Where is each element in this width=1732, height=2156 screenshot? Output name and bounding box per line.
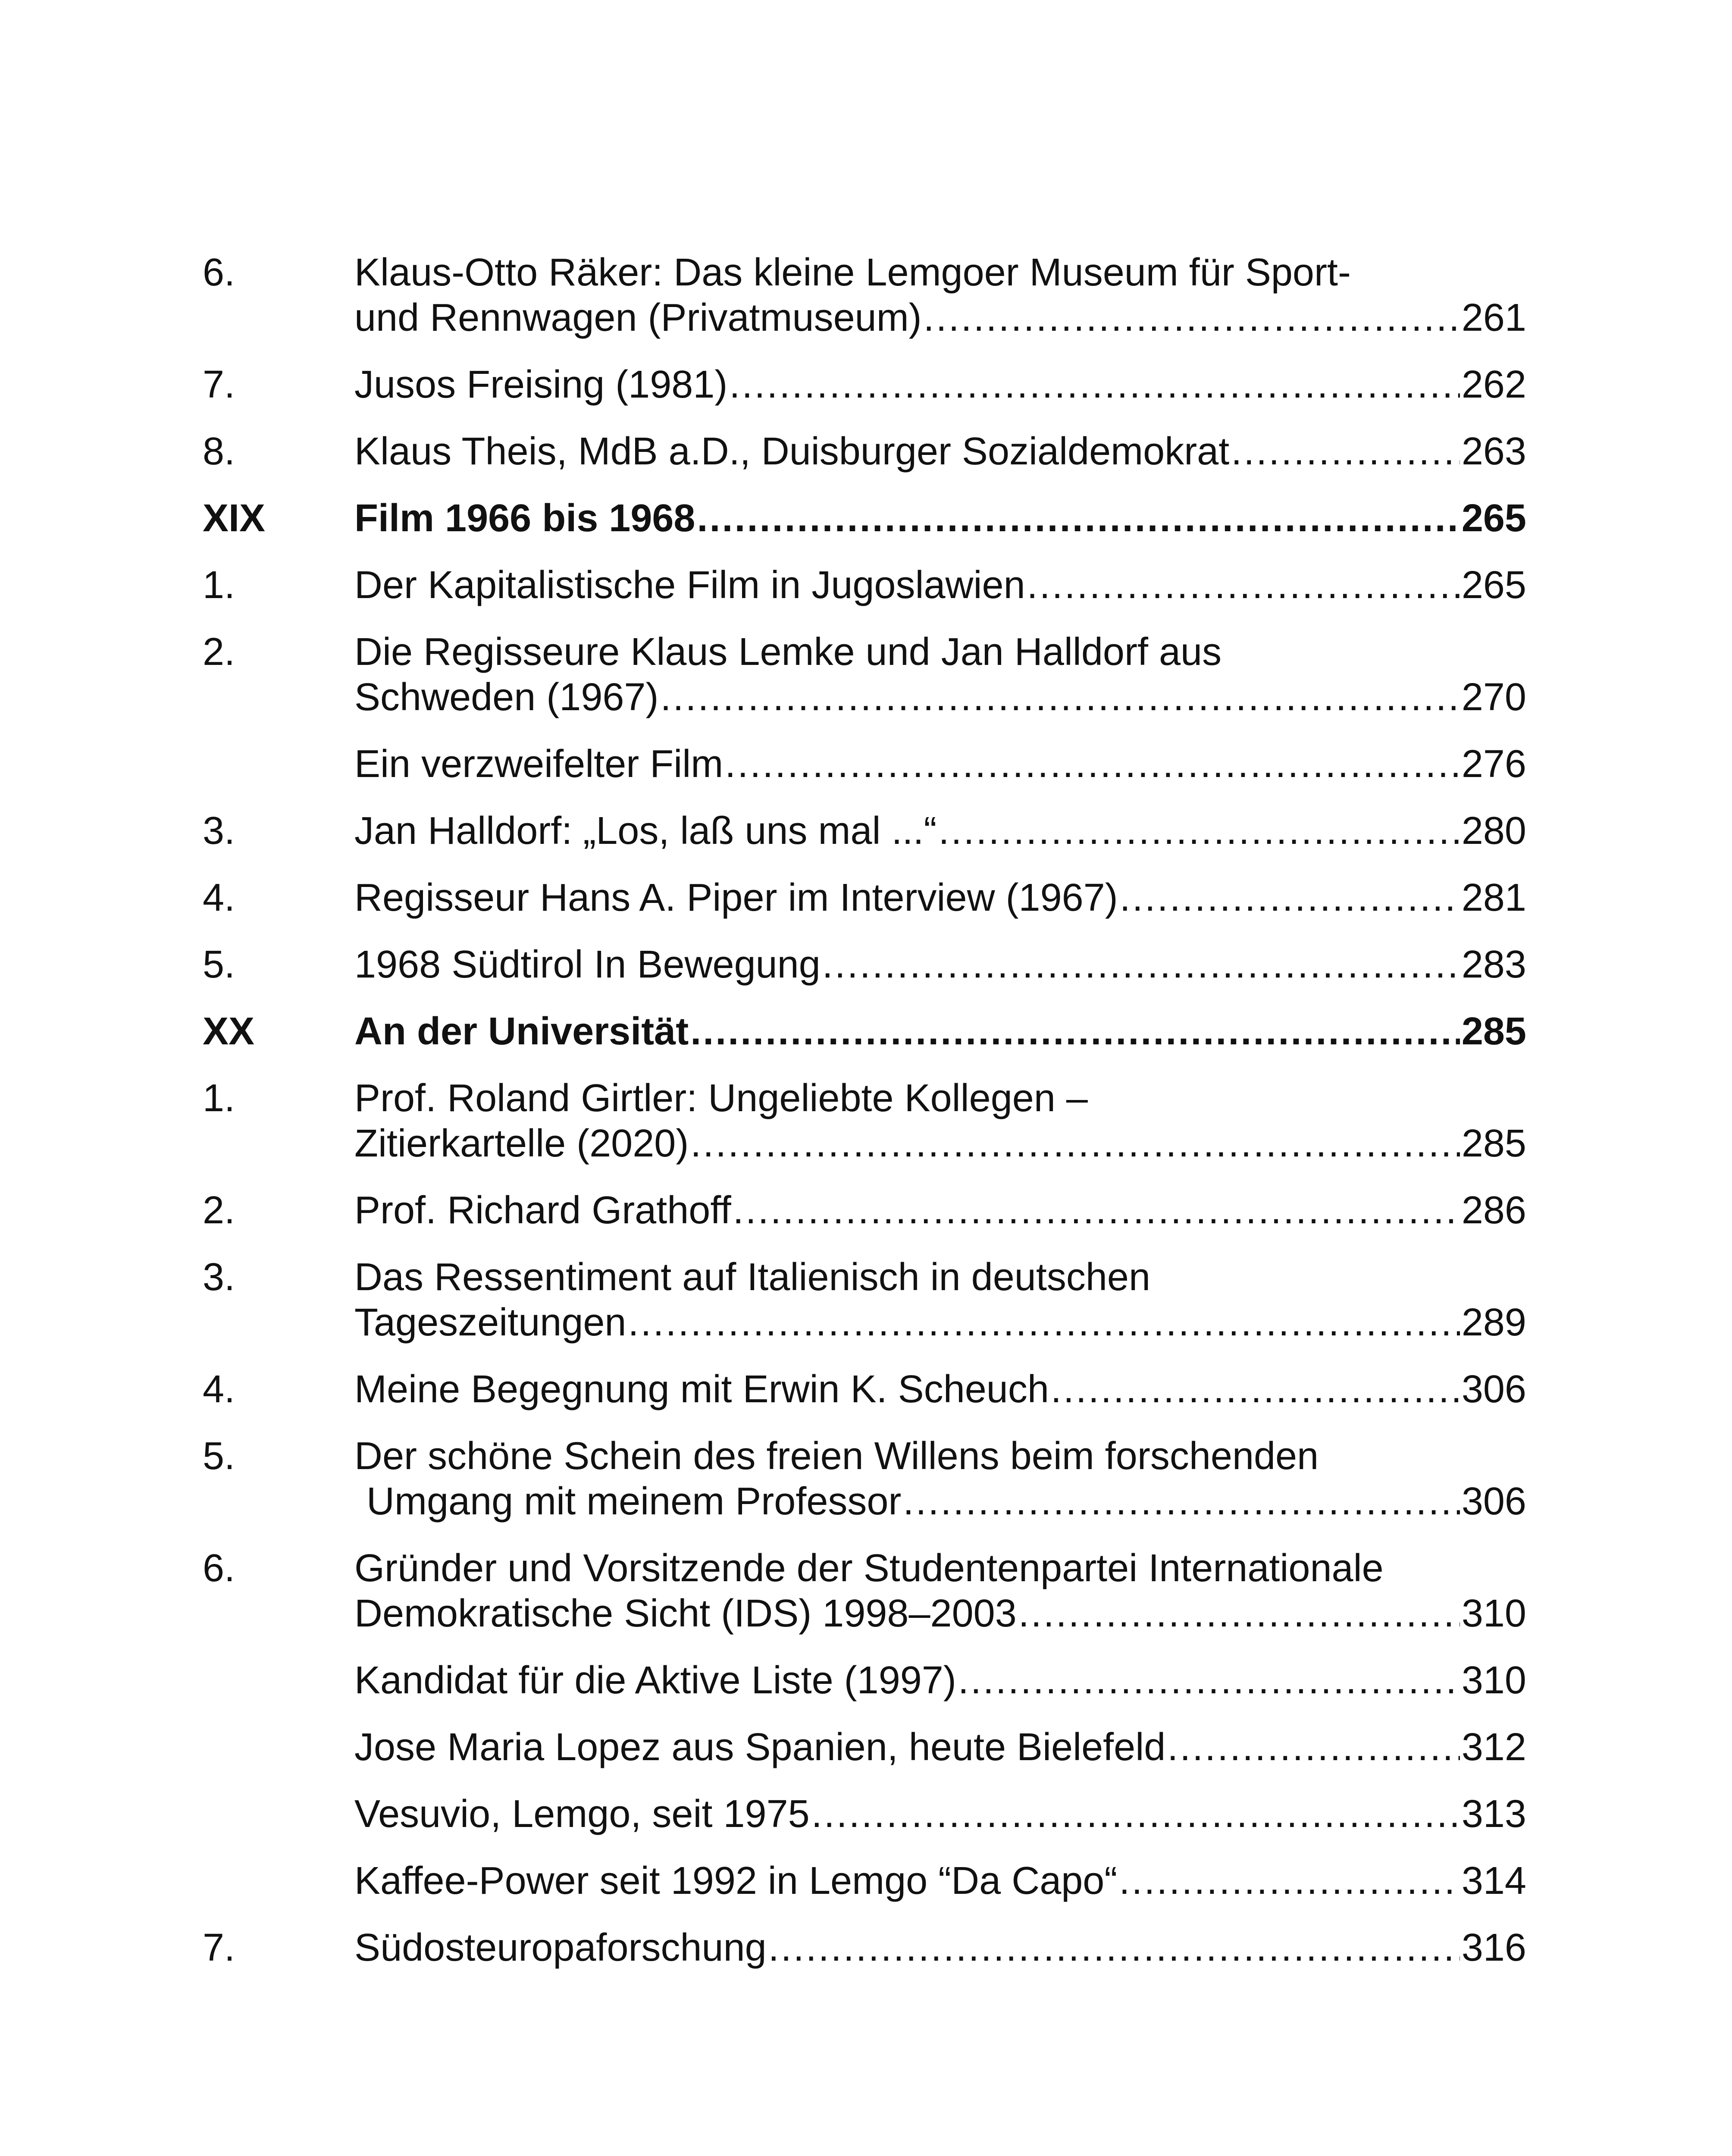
toc-entry-title-line: Das Ressentiment auf Italienisch in deutschen: [354, 1256, 1151, 1299]
toc-dot-leader: [660, 675, 1460, 720]
toc-entry-title-line: Die Regisseure Klaus Lemke und Jan Halldorf aus: [354, 630, 1222, 674]
toc-entry: [203, 1255, 1526, 1345]
toc-entry-title: Ein verzweifelter Film: [354, 743, 723, 786]
toc-dot-leader: [958, 1658, 1460, 1703]
toc-dot-leader: [725, 742, 1460, 787]
toc-page-number: 285: [1461, 1122, 1526, 1165]
toc-page-number: 306: [1461, 1480, 1526, 1523]
table-of-contents: [203, 250, 1526, 1992]
toc-page-number: 316: [1461, 1926, 1526, 1969]
toc-entry: [203, 942, 1526, 987]
toc-dot-leader: [729, 362, 1460, 407]
toc-entry-leader-line: [354, 875, 1526, 921]
toc-entry-title: Jose Maria Lopez aus Spanien, heute Bielefeld: [354, 1726, 1166, 1769]
toc-entry-leader-line: [354, 362, 1526, 407]
toc-entry-number: XX: [203, 1010, 255, 1053]
toc-entry-title: Zitierkartelle (2020): [354, 1122, 689, 1165]
toc-entry: [203, 875, 1526, 921]
toc-entry-number: 7.: [203, 363, 235, 406]
toc-entry-leader-line: [354, 1188, 1526, 1233]
toc-dot-leader: [1120, 875, 1460, 921]
toc-entry-title: Demokratische Sicht (IDS) 1998–2003: [354, 1592, 1017, 1635]
toc-entry-leader-line: [354, 742, 1526, 787]
toc-dot-leader: [822, 942, 1460, 987]
toc-entry-number: XIX: [203, 497, 266, 540]
toc-entry-number: 3.: [203, 1256, 235, 1299]
toc-dot-leader: [690, 1121, 1460, 1166]
toc-entry-leader-line: [354, 496, 1526, 541]
toc-entry-title-line: Gründer und Vorsitzende der Studentenpartei Internationale: [354, 1547, 1384, 1590]
toc-page-number: 261: [1461, 296, 1526, 339]
toc-entry-leader-line: [354, 563, 1526, 608]
toc-page-number: 285: [1461, 1010, 1526, 1053]
toc-entry-title: Umgang mit meinem Professor: [366, 1480, 902, 1523]
toc-dot-leader: [1231, 429, 1460, 474]
toc-page-number: 263: [1461, 430, 1526, 473]
toc-entry-title: Film 1966 bis 1968: [354, 497, 695, 540]
toc-entry-title: Der Kapitalistische Film in Jugoslawien: [354, 564, 1025, 607]
toc-page-number: 280: [1461, 809, 1526, 852]
toc-page-number: 306: [1461, 1368, 1526, 1411]
toc-entry-number: 2.: [203, 1189, 235, 1232]
toc-entry-title: Meine Begegnung mit Erwin K. Scheuch: [354, 1368, 1049, 1411]
toc-entry-title: Südosteuropaforschung: [354, 1926, 767, 1969]
toc-entry-title: Schweden (1967): [354, 676, 659, 719]
toc-entry-number: 6.: [203, 251, 235, 294]
toc-dot-leader: [811, 1792, 1460, 1837]
toc-entry-leader-line: [354, 1925, 1526, 1971]
toc-page-number: 310: [1461, 1659, 1526, 1702]
toc-entry: [203, 1367, 1526, 1412]
toc-entry-leader-line: [354, 1121, 1526, 1166]
toc-entry: [203, 1658, 1526, 1703]
toc-entry: [203, 429, 1526, 474]
toc-entry-leader-line: [354, 429, 1526, 474]
toc-entry-leader-line: [354, 675, 1526, 720]
toc-entry-title: An der Universität: [354, 1010, 689, 1053]
toc-dot-leader: [1027, 563, 1460, 608]
toc-page-number: 289: [1461, 1301, 1526, 1344]
toc-entry: [203, 362, 1526, 407]
toc-dot-leader: [768, 1925, 1460, 1971]
toc-dot-leader: [697, 496, 1460, 541]
toc-dot-leader: [733, 1188, 1460, 1233]
toc-entry: [203, 250, 1526, 341]
toc-entry-title: Kandidat für die Aktive Liste (1997): [354, 1659, 956, 1702]
toc-entry-title-line: Der schöne Schein des freien Willens beim forschenden: [354, 1435, 1319, 1478]
toc-entry: [203, 1925, 1526, 1971]
toc-entry: [203, 1792, 1526, 1837]
toc-entry-title: Jusos Freising (1981): [354, 363, 728, 406]
toc-entry-number: 8.: [203, 430, 235, 473]
toc-entry: [203, 1188, 1526, 1233]
toc-entry-leader-line: [354, 1591, 1526, 1636]
toc-dot-leader: [903, 1479, 1460, 1524]
toc-entry-leader-line: [354, 1479, 1526, 1524]
toc-entry-title: Klaus Theis, MdB a.D., Duisburger Sozialdemokrat: [354, 430, 1230, 473]
toc-entry-leader-line: [354, 1009, 1526, 1054]
toc-entry-title-line: Prof. Roland Girtler: Ungeliebte Kollegen –: [354, 1077, 1088, 1120]
toc-dot-leader: [1119, 1858, 1460, 1904]
toc-entry-leader-line: [354, 942, 1526, 987]
toc-entry-title: Regisseur Hans A. Piper im Interview (1967): [354, 876, 1118, 919]
toc-dot-leader: [1167, 1725, 1460, 1770]
toc-entry-leader-line: [354, 1367, 1526, 1412]
toc-dot-leader: [938, 808, 1460, 854]
toc-page-number: 265: [1461, 497, 1526, 540]
toc-entry: [203, 563, 1526, 608]
toc-entry-leader-line: [354, 808, 1526, 854]
toc-entry-title: 1968 Südtirol In Bewegung: [354, 943, 821, 986]
toc-entry: [203, 1725, 1526, 1770]
toc-entry-number: 4.: [203, 876, 235, 919]
toc-entry-leader-line: [354, 295, 1526, 341]
toc-entry-number: 7.: [203, 1926, 235, 1969]
toc-page-number: 310: [1461, 1592, 1526, 1635]
toc-entry-title: Prof. Richard Grathoff: [354, 1189, 731, 1232]
toc-entry: [203, 1076, 1526, 1166]
toc-entry: [203, 742, 1526, 787]
toc-entry: [203, 1858, 1526, 1904]
toc-entry-title: Kaffee-Power seit 1992 in Lemgo “Da Capo“: [354, 1859, 1118, 1902]
toc-dot-leader: [924, 295, 1460, 341]
toc-entry: [203, 630, 1526, 720]
toc-dot-leader: [1051, 1367, 1460, 1412]
toc-dot-leader: [690, 1009, 1460, 1054]
toc-entry-number: 3.: [203, 809, 235, 852]
toc-entry-leader-line: [354, 1792, 1526, 1837]
toc-dot-leader: [1018, 1591, 1460, 1636]
toc-dot-leader: [628, 1300, 1460, 1345]
toc-page-number: 314: [1461, 1859, 1526, 1902]
toc-entry: [203, 1434, 1526, 1524]
toc-page-number: 281: [1461, 876, 1526, 919]
toc-page-number: 313: [1461, 1792, 1526, 1836]
toc-chapter-entry: [203, 496, 1526, 541]
toc-entry-title: Vesuvio, Lemgo, seit 1975: [354, 1792, 810, 1836]
toc-entry-number: 1.: [203, 1077, 235, 1120]
toc-entry-number: 5.: [203, 1435, 235, 1478]
toc-entry-leader-line: [354, 1658, 1526, 1703]
toc-chapter-entry: [203, 1009, 1526, 1054]
toc-entry-leader-line: [354, 1300, 1526, 1345]
toc-entry-title-line: Klaus-Otto Räker: Das kleine Lemgoer Museum für Sport-: [354, 251, 1351, 294]
toc-entry-title: und Rennwagen (Privatmuseum): [354, 296, 922, 339]
toc-page-number: 270: [1461, 676, 1526, 719]
toc-entry-number: 4.: [203, 1368, 235, 1411]
toc-page-number: 276: [1461, 743, 1526, 786]
toc-entry-number: 5.: [203, 943, 235, 986]
toc-entry-leader-line: [354, 1725, 1526, 1770]
toc-entry: [203, 808, 1526, 854]
toc-page-number: 283: [1461, 943, 1526, 986]
toc-entry-number: 6.: [203, 1547, 235, 1590]
toc-page-number: 312: [1461, 1726, 1526, 1769]
toc-entry-title: Jan Halldorf: „Los, laß uns mal ...“: [354, 809, 937, 852]
toc-entry-leader-line: [354, 1858, 1526, 1904]
toc-entry-number: 2.: [203, 630, 235, 674]
toc-entry-title: Tageszeitungen: [354, 1301, 626, 1344]
toc-page-number: 265: [1461, 564, 1526, 607]
toc-page-number: 262: [1461, 363, 1526, 406]
toc-page-number: 286: [1461, 1189, 1526, 1232]
toc-entry: [203, 1546, 1526, 1636]
toc-entry-number: 1.: [203, 564, 235, 607]
